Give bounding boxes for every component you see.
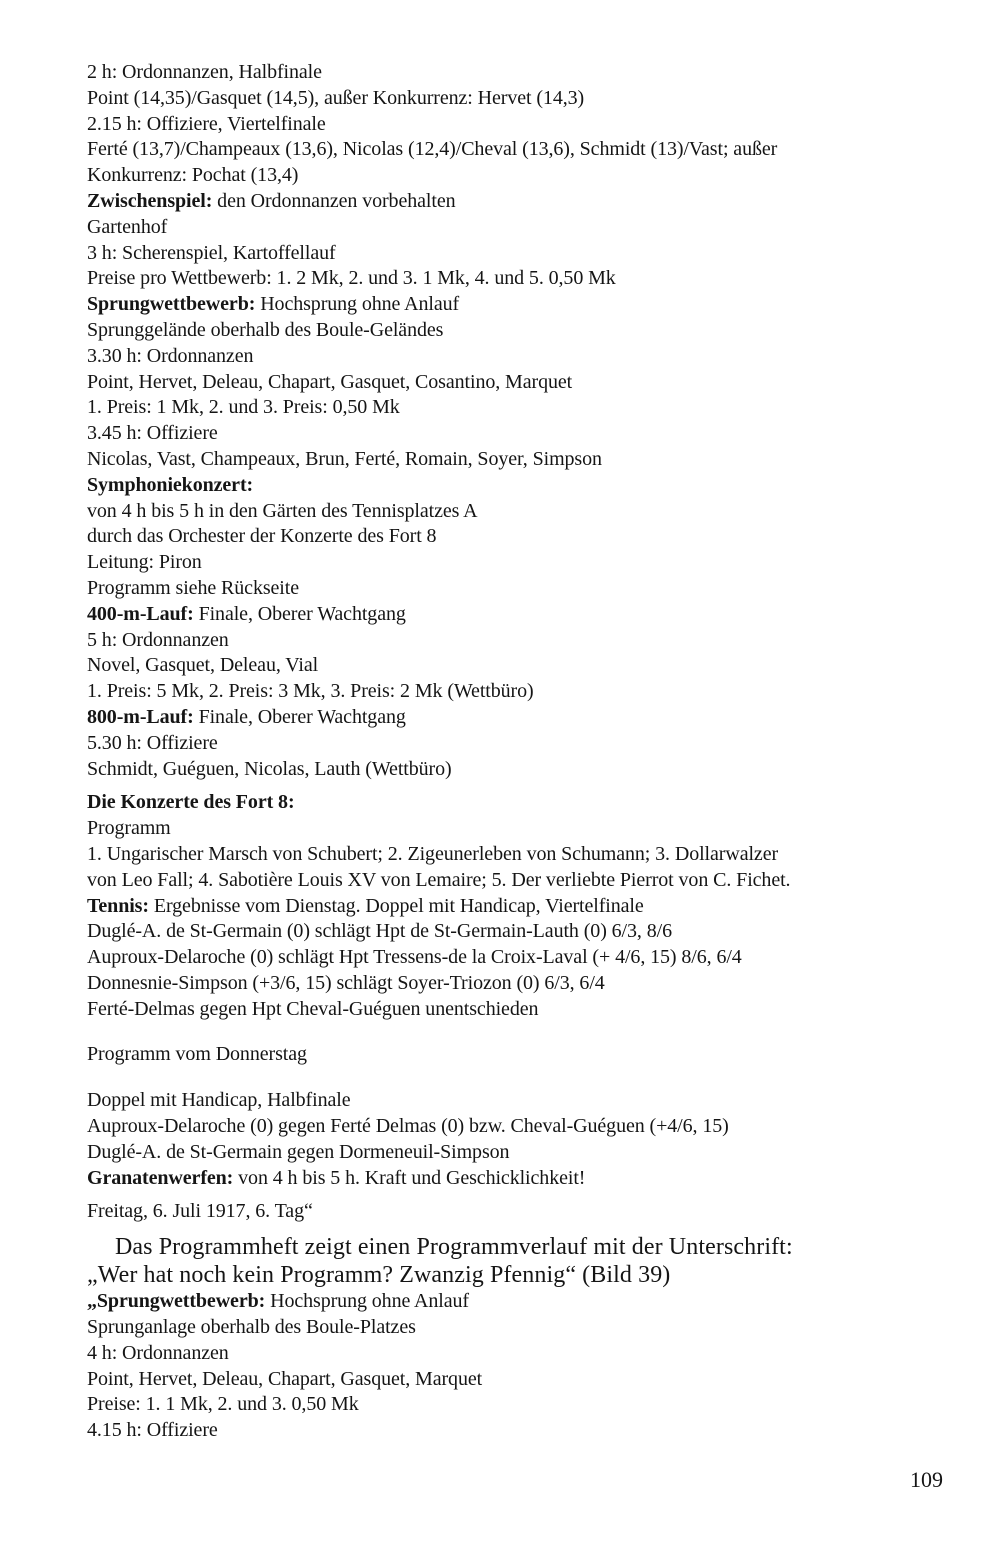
bold-heading: 400-m-Lauf: — [87, 602, 194, 625]
text-line — [87, 112, 957, 138]
text-line — [87, 344, 957, 370]
text-line — [87, 473, 957, 499]
text-line — [87, 790, 957, 816]
line-text: 1. Ungarischer Marsch von Schubert; 2. Zigeunerleben von Schumann; 3. Dollarwalzer — [87, 842, 779, 865]
text-line — [87, 499, 957, 525]
text-line — [87, 163, 957, 189]
text-line — [87, 1392, 957, 1418]
program-block-a — [87, 60, 957, 782]
text-line — [87, 997, 957, 1023]
line-text: 5 h: Ordonnanzen — [87, 628, 229, 651]
text-line — [87, 60, 957, 86]
page-number: 109 — [910, 1467, 943, 1492]
line-text: 3.30 h: Ordonnanzen — [87, 344, 254, 367]
text-line — [87, 447, 957, 473]
line-text: Point, Hervet, Deleau, Chapart, Gasquet, Marquet — [87, 1367, 483, 1390]
text-line — [87, 576, 957, 602]
spacer — [87, 1225, 957, 1233]
text-line — [87, 266, 957, 292]
spacer — [87, 1022, 957, 1042]
bold-heading: 800-m-Lauf: — [87, 705, 194, 728]
line-text: Finale, Oberer Wachtgang — [193, 602, 406, 625]
line-text: von 4 h bis 5 h in den Gärten des Tennisplatzes A — [87, 499, 478, 522]
spacer — [87, 1191, 957, 1199]
text-line — [87, 292, 957, 318]
line-text: Programm siehe Rückseite — [87, 576, 299, 599]
page-body — [87, 60, 957, 1444]
line-text: 1. Preis: 1 Mk, 2. und 3. Preis: 0,50 Mk — [87, 396, 400, 419]
line-text: Auproux-Delaroche (0) gegen Ferté Delmas (0) bzw. Cheval-Guéguen (+4/6, 15) — [87, 1115, 729, 1138]
line-text: Nicolas, Vast, Champeaux, Brun, Ferté, Romain, Soyer, Simpson — [87, 447, 602, 470]
bold-heading: Symphoniekonzert: — [87, 473, 254, 496]
line-text: Programm — [87, 817, 171, 840]
subheading-thursday: Programm vom Donnerstag — [87, 1043, 307, 1066]
line-text: 3 h: Scherenspiel, Kartoffellauf — [87, 241, 336, 264]
line-text: Preise pro Wettbewerb: 1. 2 Mk, 2. und 3. 1 Mk, 4. und 5. 0,50 Mk — [87, 267, 616, 290]
line-text: Finale, Oberer Wachtgang — [193, 705, 406, 728]
program-block-d — [87, 1088, 957, 1191]
text-line — [87, 241, 957, 267]
text-line — [87, 679, 957, 705]
text-line — [87, 1418, 957, 1444]
line-text: 2.15 h: Offiziere, Viertelfinale — [87, 112, 326, 135]
line-text: Ferté-Delmas gegen Hpt Cheval-Guéguen unentschieden — [87, 997, 539, 1020]
line-text: Konkurrenz: Pochat (13,4) — [87, 164, 299, 187]
line-text: Duglé-A. de St-Germain (0) schlägt Hpt de St-Germain-Lauth (0) 6/3, 8/6 — [87, 920, 672, 943]
text-line — [87, 705, 957, 731]
line-text: Gartenhof — [87, 215, 168, 238]
bold-heading: „Sprungwettbewerb: — [87, 1290, 266, 1313]
spacer — [87, 782, 957, 790]
line-text: von Leo Fall; 4. Sabotière Louis XV von Lemaire; 5. Der verliebte Pierrot von C. Fichet. — [87, 868, 791, 891]
text-line — [87, 816, 957, 842]
bold-heading: Zwischenspiel: — [87, 189, 213, 212]
bold-heading: Tennis: — [87, 894, 149, 917]
text-line — [87, 370, 957, 396]
text-line — [87, 1341, 957, 1367]
text-line — [87, 842, 957, 868]
text-line — [87, 971, 957, 997]
program-block-f — [87, 1289, 957, 1444]
text-line — [87, 1289, 957, 1315]
line-text: Leitung: Piron — [87, 551, 202, 574]
line-text: 4.15 h: Offiziere — [87, 1419, 218, 1442]
text-line — [87, 395, 957, 421]
line-text: Donnesnie-Simpson (+3/6, 15) schlägt Soyer-Triozon (0) 6/3, 6/4 — [87, 971, 605, 994]
text-line — [87, 731, 957, 757]
body-paragraph-line-1: Das Programmheft zeigt einen Programmverlauf mit der Unterschrift: — [115, 1234, 793, 1261]
line-text: Hochsprung ohne Anlauf — [255, 293, 460, 316]
text-line — [87, 1088, 957, 1114]
text-line — [87, 757, 957, 783]
line-text: Sprunggelände oberhalb des Boule-Geländes — [87, 318, 444, 341]
text-line — [87, 1367, 957, 1393]
text-line — [87, 1140, 957, 1166]
text-line — [87, 189, 957, 215]
body-paragraph-line-2: „Wer hat noch kein Programm? Zwanzig Pfennig“ (Bild 39) — [87, 1262, 671, 1289]
line-text: den Ordonnanzen vorbehalten — [212, 189, 456, 212]
bold-heading: Granatenwerfen: — [87, 1166, 234, 1189]
line-text: Doppel mit Handicap, Halbfinale — [87, 1089, 351, 1112]
line-text: 2 h: Ordonnanzen, Halbfinale — [87, 61, 322, 83]
line-text: durch das Orchester der Konzerte des Fort 8 — [87, 525, 437, 548]
date-line: Freitag, 6. Juli 1917, 6. Tag“ — [87, 1200, 313, 1223]
line-text: Point (14,35)/Gasquet (14,5), außer Konkurrenz: Hervet (14,3) — [87, 86, 585, 109]
text-line — [87, 919, 957, 945]
text-line — [87, 550, 957, 576]
text-line — [87, 215, 957, 241]
line-text: 5.30 h: Offiziere — [87, 731, 218, 754]
line-text: Duglé-A. de St-Germain gegen Dormeneuil-Simpson — [87, 1140, 510, 1163]
line-text: von 4 h bis 5 h. Kraft und Geschicklichkeit! — [233, 1166, 586, 1189]
text-line — [87, 1166, 957, 1192]
text-line — [87, 653, 957, 679]
bold-heading: Sprungwettbewerb: — [87, 293, 256, 316]
text-line — [87, 318, 957, 344]
line-text: Auproux-Delaroche (0) schlägt Hpt Tressens-de la Croix-Laval (+ 4/6, 15) 8/6, 6/4 — [87, 946, 742, 969]
line-text: Hochsprung ohne Anlauf — [265, 1290, 469, 1313]
text-line — [87, 421, 957, 447]
program-block-b — [87, 790, 957, 1022]
text-line — [87, 524, 957, 550]
text-line — [87, 137, 957, 163]
line-text: 4 h: Ordonnanzen — [87, 1341, 229, 1364]
line-text: Novel, Gasquet, Deleau, Vial — [87, 654, 319, 677]
line-text: Schmidt, Guéguen, Nicolas, Lauth (Wettbüro) — [87, 757, 452, 780]
spacer — [87, 1068, 957, 1088]
text-line — [87, 868, 957, 894]
text-line — [87, 1114, 957, 1140]
line-text: Preise: 1. 1 Mk, 2. und 3. 0,50 Mk — [87, 1393, 359, 1416]
text-line — [87, 602, 957, 628]
text-line — [87, 1315, 957, 1341]
text-line — [87, 945, 957, 971]
line-text: Point, Hervet, Deleau, Chapart, Gasquet, Cosantino, Marquet — [87, 370, 573, 393]
line-text: Ferté (13,7)/Champeaux (13,6), Nicolas (12,4)/Cheval (13,6), Schmidt (13)/Vast; außer — [87, 138, 778, 161]
line-text: Ergebnisse vom Dienstag. Doppel mit Handicap, Viertelfinale — [148, 894, 644, 917]
line-text: 3.45 h: Offiziere — [87, 422, 218, 445]
text-line — [87, 86, 957, 112]
text-line — [87, 894, 957, 920]
bold-heading: Die Konzerte des Fort 8: — [87, 791, 295, 814]
line-text: Sprunganlage oberhalb des Boule-Platzes — [87, 1316, 416, 1339]
line-text: 1. Preis: 5 Mk, 2. Preis: 3 Mk, 3. Preis: 2 Mk (Wettbüro) — [87, 680, 534, 703]
text-line — [87, 628, 957, 654]
